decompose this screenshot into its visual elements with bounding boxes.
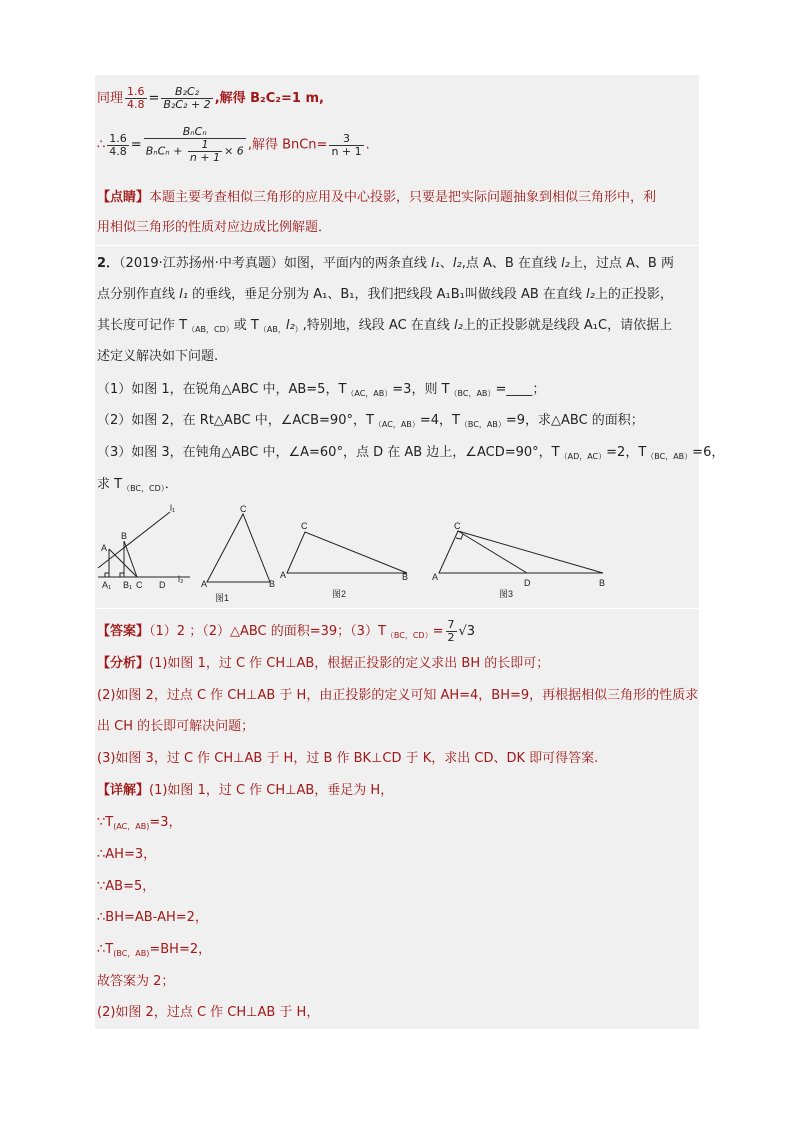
detail-line-2: $\because T_{(AC,AB)}=3$，: [97, 815, 182, 831]
fig4-D-label: D: [524, 578, 531, 588]
fig4-caption: 图3: [499, 589, 514, 599]
fig4-C-label: C: [454, 521, 461, 531]
fig1-B-label: B: [121, 531, 128, 541]
q2-part-1: （1）如图 1，在锐角△ABC 中，AB=5，$T_{(AC,AB)}=3$，则 $T_{(BC,AB)}=\_\_\_\_$；: [97, 382, 546, 398]
q2-part-2: （2）如图 2，在 Rt△ABC 中，∠ACB=90°，$T_{(AC,AB)}=4$，$T_{(BC,AB)}=9$，求△ABC 的面积；: [97, 413, 644, 429]
q2-line-2: 点分别作直线 l₁ 的垂线，垂足分别为 A₁、B₁，我们把线段 A₁B₁叫做线段 AB 在直线 l₂上的正投影，: [97, 287, 673, 302]
q2-line-4: 述定义解决如下问题.: [97, 349, 219, 364]
detail-line-1: 【详解】(1)如图 1，过 C 作 CH⊥AB，垂足为 H，: [97, 783, 394, 798]
figures: [95, 500, 699, 608]
detail-line-3: ∴AH=3，: [97, 847, 157, 862]
fig4-A-label: A: [432, 572, 439, 582]
detail-line-8: (2)如图 2，过点 C 作 CH⊥AB 于 H，: [97, 1005, 320, 1020]
fig1-D-label: D: [159, 580, 166, 590]
analysis-line-3: 出 CH 的长即可解决问题；: [97, 719, 255, 734]
fig3-A-label: A: [280, 570, 287, 580]
fig2-C-label: C: [240, 504, 247, 514]
fig3-B-label: B: [402, 572, 409, 582]
answer-line: 【答案】（1）2 ；（2）△ABC 的面积=39；$(3)T_{(BC,CD)}=$ $\frac{7}{2}$ √3: [97, 618, 476, 644]
tip-line-1: 【点睛】本题主要考查相似三角形的应用及中心投影，只要是把实际问题抽象到相似三角形中，利: [97, 190, 657, 205]
fig4-B-label: B: [599, 578, 606, 588]
detail-line-4: ∵AB=5，: [97, 879, 156, 894]
eq-line-2: ∴ $\frac{1.6}{4.8}$ = BₙCₙ BₙCₙ + $\frac{1}{n + 1}$ × 6 ,解得 BnCn= $\frac{3}{n + 1}$ .: [97, 125, 370, 164]
detail-line-7: 故答案为 2；: [97, 974, 175, 989]
fig1-B1-label: B₁: [123, 580, 133, 590]
fig2-A-label: A: [201, 579, 208, 589]
fig2-caption: 图1: [215, 593, 230, 603]
q2-line-1: 2．（2019·江苏扬州·中考真题）如图，平面内的两条直线 l₁、l₂,点 A、B 在直线 l₂上，过点 A、B 两: [97, 256, 674, 271]
fig1-l1-label: l₁: [170, 503, 176, 513]
fig3-C-label: C: [301, 521, 308, 531]
fig2-B-label: B: [269, 579, 276, 589]
fig1-A1-label: A₁: [102, 580, 112, 590]
detail-line-5: ∴BH=AB-AH=2，: [97, 910, 208, 925]
fig1-l2-label: l₂: [178, 574, 184, 584]
analysis-line-1: 【分析】(1)如图 1，过 C 作 CH⊥AB，根据正投影的定义求出 BH 的长即可；: [97, 656, 550, 671]
q2-part-3-cont: 求 $T_{(BC,CD)}$．: [97, 477, 178, 493]
fig3-caption: 图2: [332, 589, 347, 599]
q2-part-3: （3）如图 3，在钝角△ABC 中，∠A=60°，点 D 在 AB 边上，∠ACD=90°，$T_{(AD,AC)}=2$，$T_{(BC,AB)}=6$，: [97, 445, 725, 461]
analysis-line-4: (3)如图 3，过 C 作 CH⊥AB 于 H，过 B 作 BK⊥CD 于 K，求出 CD、DK 即可得答案.: [97, 751, 599, 766]
detail-line-6: $\therefore T_{(BC,AB)}=BH=2$，: [97, 942, 212, 958]
fig1-A-label: A: [101, 543, 108, 553]
tip-line-2: 用相似三角形的性质对应边成比例解题．: [97, 220, 332, 235]
analysis-line-2: (2)如图 2，过点 C 作 CH⊥AB 于 H，由正投影的定义可知 AH=4，BH=9，再根据相似三角形的性质求: [97, 688, 699, 703]
fig1-C-label: C: [136, 580, 143, 590]
q2-line-3: 其长度可记作 $T_{(AB,CD)}$或 $T_{(AB,}l_2_)$,特别地，线段 AC 在直线 l₂上的正投影就是线段 A₁C，请依据上: [97, 318, 673, 334]
eq-line-1: 同理 $\frac{1.6}{4.8}$ = $\frac{\text{B₂C₂}}{\text{B₂C₂ + 2}}$ ,解得 B₂C₂=1 m,: [97, 85, 324, 111]
